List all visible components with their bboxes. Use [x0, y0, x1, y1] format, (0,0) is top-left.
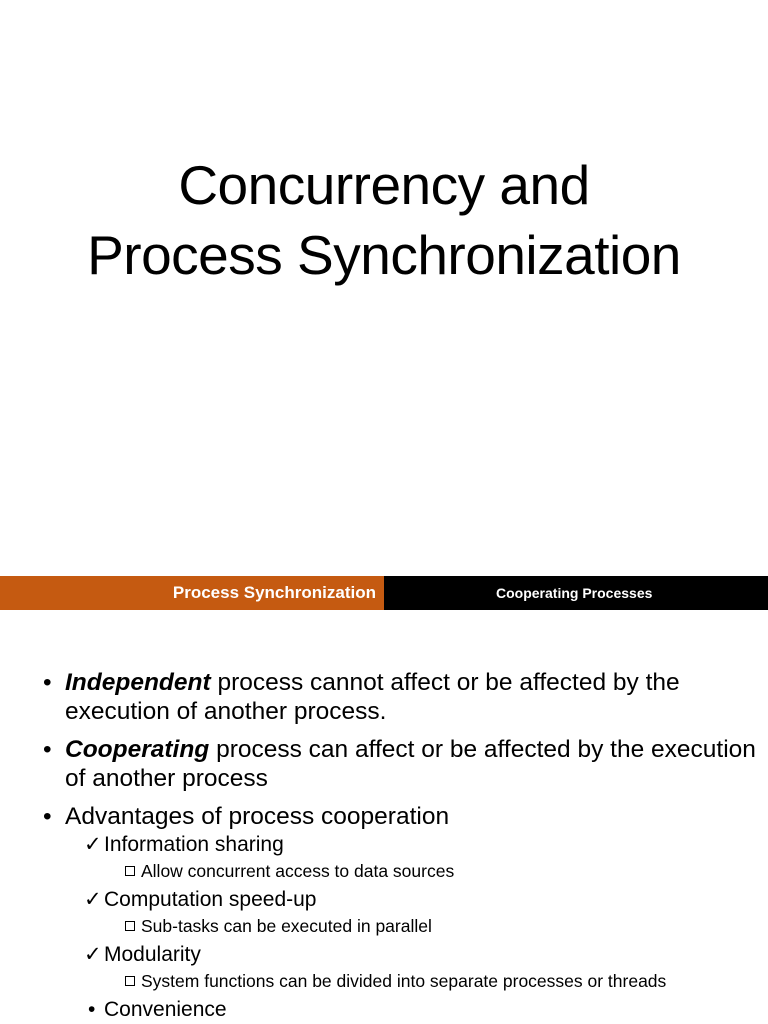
bullet-advantages: [0, 802, 768, 831]
checkbox-square-icon: [125, 921, 135, 931]
advantage-detail-text: Sub-tasks can be executed in parallel: [141, 916, 432, 936]
checkmark-icon: ✓: [84, 943, 102, 966]
bullet-text: process cannot affect or be affected by the execution of another process.: [65, 669, 680, 725]
title-line-2: Process Synchronization: [87, 224, 681, 286]
advantage-label: Modularity: [104, 943, 201, 966]
bullet-dot: •: [43, 736, 52, 763]
bullet-keyword: Cooperating: [65, 736, 210, 763]
title-slide: [0, 150, 768, 290]
advantage-label: Computation speed-up: [104, 888, 317, 911]
advantage-item: [0, 887, 768, 913]
bullet-dot: •: [43, 803, 52, 830]
title-line-1: Concurrency and: [178, 154, 590, 216]
checkmark-icon: ✓: [84, 888, 102, 911]
slide-content: [0, 668, 768, 1023]
bullet-dot: •: [88, 998, 96, 1021]
advantage-item: [0, 832, 768, 858]
advantage-detail-text: Allow concurrent access to data sources: [141, 861, 455, 881]
bullet-independent: [0, 668, 768, 726]
bullet-text: Advantages of process cooperation: [65, 803, 450, 830]
bullet-text: process can affect or be affected by the execution of another process: [65, 736, 756, 792]
advantage-label: Information sharing: [104, 833, 284, 856]
advantage-detail: [0, 913, 768, 939]
topic-label: Cooperating Processes: [384, 576, 768, 610]
bullet-keyword: Independent: [65, 669, 211, 696]
advantage-detail: [0, 968, 768, 994]
checkbox-square-icon: [125, 976, 135, 986]
slide-header-bar: [0, 576, 768, 610]
advantage-item: [0, 942, 768, 968]
advantage-item-partial: [0, 997, 768, 1023]
bullet-cooperating: [0, 735, 768, 793]
checkbox-square-icon: [125, 866, 135, 876]
advantage-detail: [0, 858, 768, 884]
section-label: Process Synchronization: [0, 576, 384, 610]
checkmark-icon: ✓: [84, 833, 102, 856]
advantage-label: Convenience: [104, 998, 227, 1021]
advantage-detail-text: System functions can be divided into separate processes or threads: [141, 971, 667, 991]
bullet-dot: •: [43, 669, 52, 696]
